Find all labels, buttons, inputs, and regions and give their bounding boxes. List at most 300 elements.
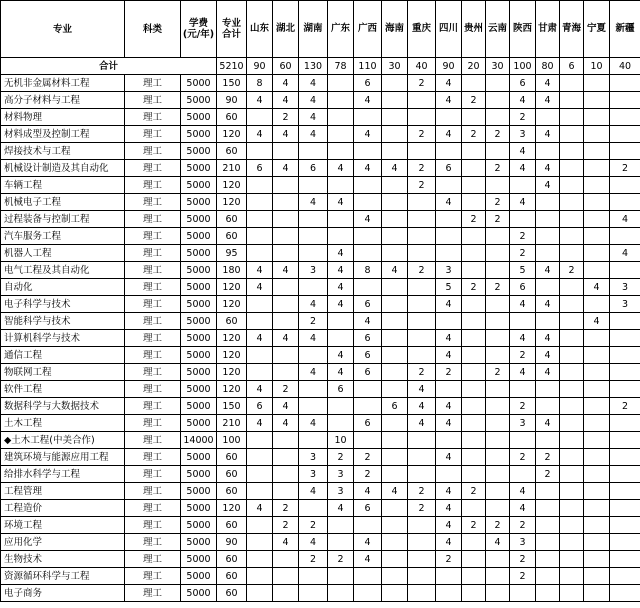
province-count: 4 (354, 211, 382, 228)
province-count: 4 (273, 415, 299, 432)
province-count (299, 500, 328, 517)
province-count: 2 (299, 517, 328, 534)
province-count: 4 (273, 398, 299, 415)
subject-cell: 理工 (125, 483, 181, 500)
province-count (328, 534, 354, 551)
province-count (382, 194, 408, 211)
province-count (560, 313, 584, 330)
province-count: 2 (610, 160, 640, 177)
major-name: 软件工程 (1, 381, 125, 398)
plan-total-cell: 150 (217, 75, 247, 92)
province-count (299, 211, 328, 228)
province-count (299, 245, 328, 262)
province-count (462, 313, 486, 330)
province-count: 3 (299, 466, 328, 483)
province-count (273, 449, 299, 466)
province-count (408, 585, 436, 602)
header-major: 专业 (1, 1, 125, 58)
province-count (408, 347, 436, 364)
province-count (408, 551, 436, 568)
province-count (354, 109, 382, 126)
province-count: 2 (510, 398, 536, 415)
province-count (536, 517, 560, 534)
total-count: 78 (328, 58, 354, 75)
table-row (1, 228, 640, 245)
table-row (1, 466, 640, 483)
province-count (408, 330, 436, 347)
province-count (299, 228, 328, 245)
province-count: 2 (462, 483, 486, 500)
province-count: 4 (510, 143, 536, 160)
province-count (462, 296, 486, 313)
province-count (408, 296, 436, 313)
subject-cell: 理工 (125, 568, 181, 585)
subject-cell: 理工 (125, 75, 181, 92)
province-count (436, 568, 462, 585)
province-count (408, 194, 436, 211)
province-count: 3 (436, 262, 462, 279)
province-count: 4 (510, 483, 536, 500)
province-count (462, 245, 486, 262)
province-count (354, 432, 382, 449)
province-count: 4 (536, 75, 560, 92)
province-count (610, 109, 640, 126)
table-row (1, 279, 640, 296)
province-count (610, 143, 640, 160)
province-count (610, 483, 640, 500)
province-count (584, 381, 610, 398)
major-name: 机器人工程 (1, 245, 125, 262)
province-count (328, 228, 354, 245)
province-count: 4 (436, 330, 462, 347)
province-count (584, 551, 610, 568)
province-count (560, 432, 584, 449)
total-row (1, 58, 640, 75)
province-count (610, 500, 640, 517)
province-count (486, 245, 510, 262)
table-row (1, 177, 640, 194)
province-count (247, 551, 273, 568)
province-count: 2 (510, 245, 536, 262)
province-count (610, 534, 640, 551)
plan-total-cell: 60 (217, 568, 247, 585)
major-name: 过程装备与控制工程 (1, 211, 125, 228)
province-count (299, 279, 328, 296)
province-count: 8 (354, 262, 382, 279)
table-row (1, 483, 640, 500)
province-count: 4 (328, 194, 354, 211)
table-row (1, 296, 640, 313)
major-name: ◆土木工程(中美合作) (1, 432, 125, 449)
province-count: 4 (299, 330, 328, 347)
total-count: 30 (382, 58, 408, 75)
subject-cell: 理工 (125, 228, 181, 245)
province-count (486, 483, 510, 500)
province-count: 4 (382, 262, 408, 279)
province-count: 3 (510, 126, 536, 143)
major-name: 高分子材料与工程 (1, 92, 125, 109)
table-row (1, 449, 640, 466)
header-plan-total: 专业合计 (217, 1, 247, 58)
province-count (436, 211, 462, 228)
fee-cell: 5000 (181, 109, 217, 126)
table-row (1, 381, 640, 398)
province-count: 4 (510, 194, 536, 211)
plan-total-cell: 150 (217, 398, 247, 415)
header-province: 宁夏 (584, 1, 610, 58)
province-count (560, 534, 584, 551)
major-name: 环境工程 (1, 517, 125, 534)
major-name: 无机非金属材料工程 (1, 75, 125, 92)
province-count (486, 75, 510, 92)
province-count (584, 177, 610, 194)
province-count (560, 500, 584, 517)
plan-total-cell: 180 (217, 262, 247, 279)
province-count: 2 (354, 449, 382, 466)
province-count (584, 211, 610, 228)
province-count (382, 364, 408, 381)
province-count: 2 (510, 568, 536, 585)
province-count (486, 109, 510, 126)
fee-cell: 5000 (181, 551, 217, 568)
province-count (273, 194, 299, 211)
province-count: 4 (247, 330, 273, 347)
header-province: 山东 (247, 1, 273, 58)
province-count (247, 585, 273, 602)
province-count: 2 (299, 551, 328, 568)
total-count: 100 (510, 58, 536, 75)
province-count (610, 262, 640, 279)
province-count (536, 381, 560, 398)
province-count (436, 177, 462, 194)
province-count (584, 517, 610, 534)
province-count: 3 (510, 415, 536, 432)
province-count (510, 432, 536, 449)
province-count (273, 568, 299, 585)
province-count (382, 279, 408, 296)
province-count (486, 551, 510, 568)
province-count (510, 585, 536, 602)
province-count (584, 398, 610, 415)
major-name: 通信工程 (1, 347, 125, 364)
province-count: 2 (486, 364, 510, 381)
province-count: 4 (436, 398, 462, 415)
province-count: 2 (462, 517, 486, 534)
plan-total-cell: 120 (217, 126, 247, 143)
province-count (247, 313, 273, 330)
province-count (560, 398, 584, 415)
province-count (486, 143, 510, 160)
total-count: 10 (584, 58, 610, 75)
province-count: 2 (462, 279, 486, 296)
province-count (462, 585, 486, 602)
province-count (273, 313, 299, 330)
province-count: 4 (436, 194, 462, 211)
major-name: 应用化学 (1, 534, 125, 551)
fee-cell: 5000 (181, 75, 217, 92)
province-count (486, 449, 510, 466)
province-count (462, 449, 486, 466)
major-name: 工程管理 (1, 483, 125, 500)
province-count (382, 432, 408, 449)
major-name: 物联网工程 (1, 364, 125, 381)
province-count (436, 313, 462, 330)
fee-cell: 5000 (181, 279, 217, 296)
province-count (436, 466, 462, 483)
province-count: 4 (354, 92, 382, 109)
table-row (1, 432, 640, 449)
subject-cell: 理工 (125, 279, 181, 296)
province-count (247, 194, 273, 211)
province-count (536, 432, 560, 449)
province-count (247, 109, 273, 126)
province-count (462, 177, 486, 194)
subject-cell: 理工 (125, 296, 181, 313)
province-count (536, 109, 560, 126)
province-count (584, 75, 610, 92)
province-count: 4 (299, 109, 328, 126)
plan-total-cell: 60 (217, 211, 247, 228)
province-count: 4 (536, 296, 560, 313)
province-count (436, 432, 462, 449)
province-count: 4 (436, 415, 462, 432)
province-count (273, 483, 299, 500)
subject-cell: 理工 (125, 245, 181, 262)
header-fee: 学费(元/年) (181, 1, 217, 58)
province-count (247, 432, 273, 449)
fee-cell: 5000 (181, 262, 217, 279)
total-label: 合计 (1, 58, 217, 75)
province-count: 2 (408, 177, 436, 194)
province-count: 4 (328, 364, 354, 381)
plan-total-cell: 90 (217, 92, 247, 109)
province-count: 4 (273, 75, 299, 92)
province-count (382, 466, 408, 483)
subject-cell: 理工 (125, 466, 181, 483)
fee-cell: 5000 (181, 381, 217, 398)
total-count: 90 (436, 58, 462, 75)
province-count (610, 585, 640, 602)
province-count: 2 (273, 517, 299, 534)
province-count: 4 (536, 160, 560, 177)
province-count: 2 (328, 551, 354, 568)
province-count (560, 126, 584, 143)
fee-cell: 14000 (181, 432, 217, 449)
table-row (1, 398, 640, 415)
major-name: 机械电子工程 (1, 194, 125, 211)
province-count (247, 347, 273, 364)
province-count (354, 279, 382, 296)
province-count (486, 381, 510, 398)
fee-cell: 5000 (181, 313, 217, 330)
header-province: 青海 (560, 1, 584, 58)
table-row (1, 500, 640, 517)
province-count (247, 245, 273, 262)
province-count (299, 585, 328, 602)
province-count: 4 (299, 483, 328, 500)
header-province: 重庆 (408, 1, 436, 58)
province-count (247, 568, 273, 585)
province-count (247, 466, 273, 483)
province-count: 4 (486, 534, 510, 551)
subject-cell: 理工 (125, 347, 181, 364)
province-count: 4 (273, 160, 299, 177)
header-province: 贵州 (462, 1, 486, 58)
subject-cell: 理工 (125, 585, 181, 602)
fee-cell: 5000 (181, 228, 217, 245)
header-province: 海南 (382, 1, 408, 58)
province-count (328, 92, 354, 109)
province-count: 4 (436, 347, 462, 364)
subject-cell: 理工 (125, 415, 181, 432)
subject-cell: 理工 (125, 211, 181, 228)
province-count (584, 330, 610, 347)
province-count (584, 466, 610, 483)
province-count (299, 568, 328, 585)
province-count (560, 143, 584, 160)
province-count (486, 228, 510, 245)
province-count (486, 415, 510, 432)
province-count (382, 449, 408, 466)
province-count (536, 279, 560, 296)
province-count (354, 381, 382, 398)
province-count (536, 313, 560, 330)
province-count (299, 347, 328, 364)
plan-total-cell: 60 (217, 313, 247, 330)
province-count (560, 75, 584, 92)
header-subject: 科类 (125, 1, 181, 58)
province-count (382, 330, 408, 347)
province-count (510, 313, 536, 330)
province-count (328, 177, 354, 194)
province-count (408, 568, 436, 585)
province-count (610, 313, 640, 330)
subject-cell: 理工 (125, 551, 181, 568)
province-count: 4 (328, 279, 354, 296)
province-count (273, 177, 299, 194)
fee-cell: 5000 (181, 568, 217, 585)
subject-cell: 理工 (125, 449, 181, 466)
province-count (408, 92, 436, 109)
table-row (1, 194, 640, 211)
total-plan: 5210 (217, 58, 247, 75)
province-count (462, 109, 486, 126)
province-count: 4 (436, 534, 462, 551)
major-name: 电子商务 (1, 585, 125, 602)
province-count: 4 (536, 347, 560, 364)
table-row (1, 313, 640, 330)
province-count: 2 (408, 160, 436, 177)
province-count (247, 211, 273, 228)
fee-cell: 5000 (181, 143, 217, 160)
province-count (536, 551, 560, 568)
province-count: 6 (354, 415, 382, 432)
province-count: 6 (510, 75, 536, 92)
province-count (584, 245, 610, 262)
province-count: 3 (510, 534, 536, 551)
province-count: 6 (299, 160, 328, 177)
province-count (486, 313, 510, 330)
plan-total-cell: 90 (217, 534, 247, 551)
fee-cell: 5000 (181, 330, 217, 347)
province-count (560, 517, 584, 534)
plan-total-cell: 210 (217, 415, 247, 432)
province-count (536, 228, 560, 245)
subject-cell: 理工 (125, 160, 181, 177)
fee-cell: 5000 (181, 347, 217, 364)
province-count (584, 160, 610, 177)
province-count: 4 (436, 75, 462, 92)
province-count (536, 194, 560, 211)
province-count (273, 347, 299, 364)
province-count (354, 228, 382, 245)
table-row (1, 347, 640, 364)
province-count (382, 126, 408, 143)
province-count: 4 (408, 381, 436, 398)
province-count (560, 92, 584, 109)
province-count: 4 (510, 330, 536, 347)
fee-cell: 5000 (181, 296, 217, 313)
province-count: 4 (299, 534, 328, 551)
province-count (354, 585, 382, 602)
province-count (328, 143, 354, 160)
province-count (462, 466, 486, 483)
province-count: 6 (354, 500, 382, 517)
plan-total-cell: 120 (217, 177, 247, 194)
province-count (382, 347, 408, 364)
province-count: 4 (273, 92, 299, 109)
table-row (1, 143, 640, 160)
province-count: 4 (299, 194, 328, 211)
province-count (408, 313, 436, 330)
province-count: 6 (247, 398, 273, 415)
plan-total-cell: 120 (217, 330, 247, 347)
province-count (560, 483, 584, 500)
province-count (584, 449, 610, 466)
province-count (273, 245, 299, 262)
province-count (462, 194, 486, 211)
province-count: 4 (247, 262, 273, 279)
plan-total-cell: 60 (217, 517, 247, 534)
province-count (610, 347, 640, 364)
province-count: 2 (536, 449, 560, 466)
province-count (408, 211, 436, 228)
province-count (584, 483, 610, 500)
province-count (462, 398, 486, 415)
province-count (584, 534, 610, 551)
province-count (560, 551, 584, 568)
province-count (273, 279, 299, 296)
plan-total-cell: 120 (217, 279, 247, 296)
province-count (462, 75, 486, 92)
province-count (462, 330, 486, 347)
province-count (610, 126, 640, 143)
total-count: 90 (247, 58, 273, 75)
major-name: 汽车服务工程 (1, 228, 125, 245)
fee-cell: 5000 (181, 483, 217, 500)
plan-total-cell: 120 (217, 364, 247, 381)
province-count (273, 585, 299, 602)
province-count (247, 483, 273, 500)
province-count (584, 143, 610, 160)
province-count (610, 364, 640, 381)
fee-cell: 5000 (181, 92, 217, 109)
province-count: 6 (354, 296, 382, 313)
province-count (584, 432, 610, 449)
province-count: 6 (436, 160, 462, 177)
province-count: 4 (299, 364, 328, 381)
province-count (560, 364, 584, 381)
